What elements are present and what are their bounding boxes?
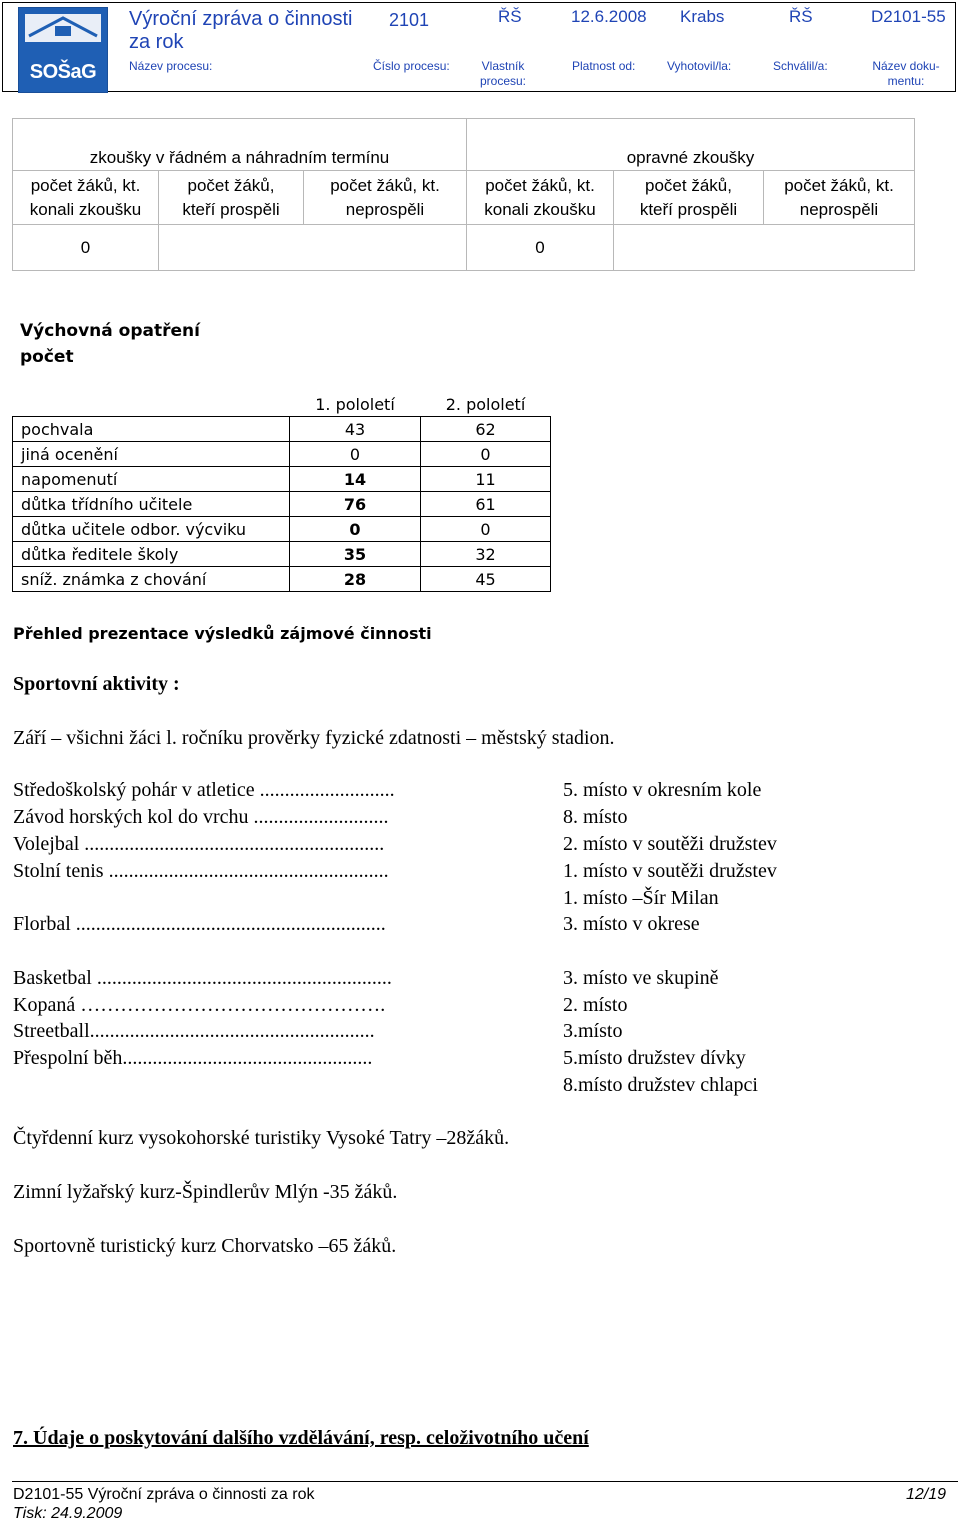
exams-col-5-line2: kteří prospěli (639, 199, 738, 219)
footer-document: D2101-55 Výroční zpráva o činnosti za rok (13, 1486, 315, 1503)
exams-col-6 (764, 171, 915, 225)
activity-name: Basketbal ........................................................... (13, 967, 392, 989)
activity-result: 2. místo (563, 994, 628, 1016)
measure-label: napomenutí (13, 467, 290, 492)
activity-name: Stolní tenis ........................................................ (13, 860, 389, 882)
activity-name: Středoškolský pohár v atletice ........................... (13, 779, 395, 801)
label-document-name-line2: mentu: (887, 74, 925, 88)
label-owner-line2: procesu: (479, 74, 527, 88)
exams-header-row (13, 171, 915, 225)
exams-group-regular: zkoušky v řádném a náhradním termínu (13, 119, 467, 171)
exams-col-1-line2: konali zkoušku (29, 199, 142, 219)
activity-result: 3.místo (563, 1020, 623, 1042)
activity-name: Florbal .............................................................. (13, 913, 386, 935)
measures-heading (20, 318, 200, 370)
measure-value-1: 35 (290, 542, 421, 567)
activity-name: Streetball......................................................... (13, 1020, 375, 1042)
label-process-name: Název procesu: (129, 59, 213, 73)
measure-value-2: 62 (421, 417, 551, 442)
exams-col-2 (159, 171, 304, 225)
measure-value-1: 43 (290, 417, 421, 442)
activity-result: 5.místo družstev dívky (563, 1047, 746, 1069)
exams-col-4 (467, 171, 614, 225)
measure-value-1: 28 (290, 567, 421, 592)
logo-text: SOŠaG (29, 61, 97, 83)
measures-corner (13, 392, 290, 417)
activity-result: 1. místo v soutěži družstev (563, 860, 777, 882)
activity-result: 3. místo ve skupině (563, 967, 719, 989)
document-header (2, 2, 956, 92)
activity-result: 2. místo v soutěži družstev (563, 833, 777, 855)
header-process-number: 2101 (389, 10, 430, 30)
footer-print-date: Tisk: 24.9.2009 (13, 1505, 123, 1522)
exams-col-6-line1: počet žáků, kt. (784, 175, 894, 195)
measure-label: sníž. známka z chování (13, 567, 290, 592)
exams-group-retake: opravné zkoušky (467, 119, 915, 171)
measure-label: pochvala (13, 417, 290, 442)
table-row (13, 517, 551, 542)
label-prepared-by: Vyhotovil/la: (667, 59, 732, 73)
course-tatry: Čtyřdenní kurz vysokohorské turistiky Vysoké Tatry –28žáků. (13, 1127, 510, 1149)
activity-result: 8. místo (563, 806, 628, 828)
activity-result: 1. místo –Šír Milan (563, 887, 719, 909)
label-document-name (869, 59, 943, 89)
label-process-number: Číslo procesu: (373, 59, 450, 73)
label-document-name-line1: Název doku- (872, 59, 940, 73)
measure-label: důtka třídního učitele (13, 492, 290, 517)
measures-col-2: 2. pololetí (445, 394, 526, 414)
table-row (13, 567, 551, 592)
course-croatia: Sportovně turistický kurz Chorvatsko –65 žáků. (13, 1235, 397, 1257)
measure-value-1: 76 (290, 492, 421, 517)
exams-col-6-line2: neprospěli (799, 199, 879, 219)
header-valid-from: 12.6.2008 (571, 7, 647, 26)
header-approved-by: ŘŠ (789, 7, 813, 26)
exams-val-5 (614, 225, 915, 271)
exams-col-3-line2: neprospěli (345, 199, 425, 219)
course-ski: Zimní lyžařský kurz-Špindlerův Mlýn -35 žáků. (13, 1181, 398, 1203)
label-approved-by: Schválil/a: (773, 59, 828, 73)
measure-value-1: 14 (290, 467, 421, 492)
exams-val-2 (159, 225, 467, 271)
activity-name: Volejbal ............................................................ (13, 833, 385, 855)
measures-subtitle: počet (20, 347, 74, 367)
measures-table (12, 392, 551, 592)
school-logo (18, 7, 108, 93)
exams-col-3 (304, 171, 467, 225)
measure-label: jiná ocenění (13, 442, 290, 467)
logo-emblem-band (25, 14, 101, 42)
measure-value-2: 61 (421, 492, 551, 517)
exams-col-1 (13, 171, 159, 225)
measure-label: důtka učitele odbor. výcviku (13, 517, 290, 542)
exams-col-3-line1: počet žáků, kt. (330, 175, 440, 195)
activity-result: 3. místo v okrese (563, 913, 700, 935)
exams-col-4-line2: konali zkoušku (484, 199, 596, 219)
header-owner: ŘŠ (498, 7, 522, 26)
activity-result: 5. místo v okresním kole (563, 779, 762, 801)
measure-value-2: 32 (421, 542, 551, 567)
exams-col-2-line1: počet žáků, (187, 175, 275, 195)
header-title: Výroční zpráva o činnosti za rok (129, 8, 353, 53)
footer-page-number: 12/19 (906, 1486, 947, 1503)
measures-col-1: 1. pololetí (315, 394, 395, 414)
exams-col-5-line1: počet žáků, (645, 175, 732, 195)
section-7-heading: 7. Údaje o poskytování dalšího vzdělávání, resp. celoživotního učení (13, 1427, 589, 1449)
exams-value-row (13, 225, 915, 271)
activity-name: Závod horských kol do vrchu ........................... (13, 806, 389, 828)
measure-label: důtka ředitele školy (13, 542, 290, 567)
activity-result: 8.místo družstev chlapci (563, 1074, 758, 1096)
header-prepared-by: Krabs (680, 7, 725, 26)
table-row (13, 467, 551, 492)
table-row (13, 442, 551, 467)
table-row (13, 417, 551, 442)
label-valid-from: Platnost od: (572, 59, 636, 73)
activity-name: Přespolní běh.................................................. (13, 1047, 373, 1069)
footer-divider (12, 1481, 958, 1482)
table-row (13, 492, 551, 517)
logo-roof-icon (25, 14, 101, 42)
measure-value-1: 0 (290, 442, 421, 467)
activity-name: Kopaná ………………………………………. (13, 994, 386, 1016)
table-row (13, 542, 551, 567)
sport-heading: Sportovní aktivity : (13, 673, 180, 695)
measure-value-1: 0 (290, 517, 421, 542)
measure-value-2: 0 (421, 442, 551, 467)
measures-title: Výchovná opatření (20, 321, 200, 341)
header-document-name: D2101-55 (871, 7, 946, 26)
exams-table (12, 118, 915, 271)
measure-value-2: 0 (421, 517, 551, 542)
september-note: Září – všichni žáci l. ročníku prověrky fyzické zdatnosti – městský stadion. (13, 727, 615, 749)
label-owner-line1: Vlastník (481, 59, 525, 73)
exams-val-1: 0 (13, 225, 159, 271)
measure-value-2: 45 (421, 567, 551, 592)
label-owner (473, 59, 533, 89)
exams-col-2-line2: kteří prospěli (182, 199, 280, 219)
exams-col-5 (614, 171, 764, 225)
exams-col-1-line1: počet žáků, kt. (30, 175, 141, 195)
exams-col-4-line1: počet žáků, kt. (485, 175, 595, 195)
measure-value-2: 11 (421, 467, 551, 492)
activities-heading: Přehled prezentace výsledků zájmové činnosti (13, 624, 432, 643)
exams-val-4: 0 (467, 225, 614, 271)
